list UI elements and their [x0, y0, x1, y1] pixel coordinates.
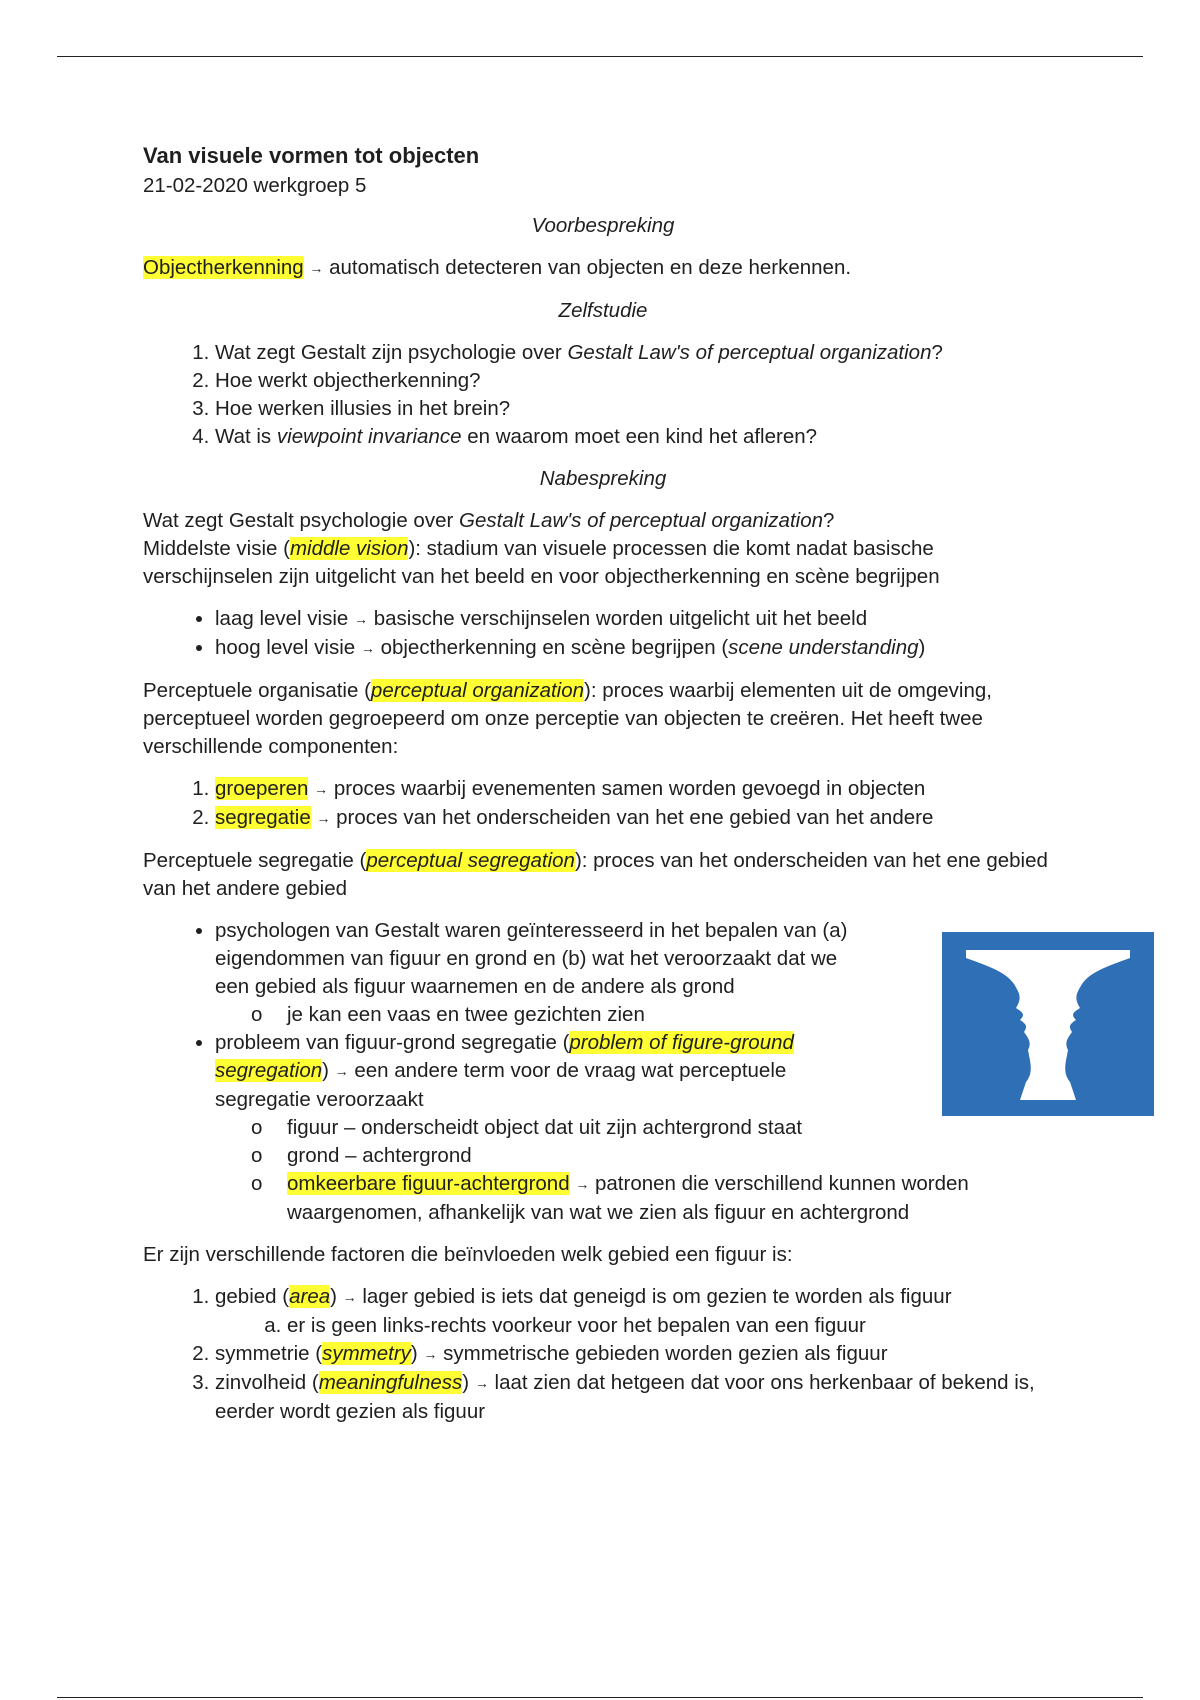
- list-item: a. er is geen links-rechts voorkeur voor het bepalen van een figuur: [287, 1312, 1063, 1340]
- arrow-icon: →: [316, 810, 331, 826]
- list-item: 1. Wat zegt Gestalt zijn psychologie over Gestalt Law's of perceptual organization?: [215, 339, 1063, 367]
- list-item: o figuur – onderscheidt object dat uit zijn achtergrond staat: [287, 1114, 1200, 1142]
- section-heading-zelfstudie: Zelfstudie: [558, 299, 648, 322]
- nabespreking-intro: Wat zegt Gestalt psychologie over Gestalt Law's of perceptual organization? Middelste visie (middle vision): stadium van visuele processen die komt nadat basische verschijnselen zijn uitgelicht van het beeld en voor objectherkenning en scène begrijpen: [143, 509, 940, 588]
- highlight-term: perceptual organization: [370, 679, 585, 702]
- sub-list: [215, 1114, 1200, 1227]
- arrow-icon: →: [360, 640, 375, 656]
- arrow-icon: →: [334, 1063, 349, 1079]
- highlight-term: Objectherkenning: [143, 256, 304, 279]
- list-item: o je kan een vaas en twee gezichten zien: [287, 1001, 875, 1029]
- factors-list: [143, 1283, 1063, 1426]
- section-heading-nabespreking: Nabespreking: [539, 467, 667, 490]
- arrow-icon: →: [423, 1346, 438, 1362]
- list-item: 2. segregatie → proces van het onderscheiden van het ene gebied van het andere: [215, 804, 1063, 833]
- arrow-icon: →: [474, 1375, 489, 1391]
- list-item: o omkeerbare figuur-achtergrond → patronen die verschillend kunnen worden waargenomen, afhankelijk van wat we zien als figuur en achtergrond: [287, 1170, 1047, 1227]
- highlight-term: middle vision: [289, 537, 409, 560]
- list-item: 2. symmetrie (symmetry) → symmetrische gebieden worden gezien als figuur: [215, 1340, 1063, 1369]
- arrow-icon: →: [354, 611, 369, 627]
- list-item: 1. groeperen → proces waarbij evenementen samen worden gevoegd in objecten: [215, 775, 1063, 804]
- list-item: 3. Hoe werken illusies in het brein?: [215, 395, 1063, 423]
- list-item: 3. zinvolheid (meaningfulness) → laat zien dat hetgeen dat voor ons herkenbaar of bekend is, eerder wordt gezien als figuur: [215, 1369, 1063, 1426]
- list-item: 4. Wat is viewpoint invariance en waarom moet een kind het afleren?: [215, 423, 1063, 451]
- highlight-term: problem of figure-ground segregation: [215, 1031, 794, 1082]
- vision-levels-list: [143, 605, 1063, 663]
- perceptual-segregation-paragraph: Perceptuele segregatie (perceptual segregation): proces van het onderscheiden van het ene gebied van het andere gebied: [143, 849, 1048, 900]
- voorbespreking-paragraph: [143, 254, 1063, 283]
- highlight-term: groeperen: [215, 777, 309, 800]
- arrow-icon: →: [342, 1289, 357, 1305]
- arrow-icon: →: [309, 260, 324, 276]
- gestalt-list: [143, 917, 969, 1227]
- highlight-term: perceptual segregation: [366, 849, 575, 872]
- section-heading-voorbespreking: Voorbespreking: [531, 214, 675, 237]
- list-item: 1. gebied (area) → lager gebied is iets dat geneigd is om gezien te worden als figuur a. er is geen links-rechts voorkeur voor het bepalen van een figuur: [215, 1283, 1063, 1340]
- highlight-term: area: [289, 1285, 331, 1308]
- rubin-vase-faces-icon: [942, 932, 1154, 1116]
- list-item: • hoog level visie → objectherkenning en scène begrijpen (scene understanding): [215, 634, 1063, 663]
- arrow-icon: →: [314, 781, 329, 797]
- perceptual-organization-paragraph: Perceptuele organisatie (perceptual organization): proces waarbij elementen uit de omgeving, perceptueel worden gegroepeerd om onze perceptie van objecten te creëren. Het heeft twee verschillende componenten:: [143, 679, 992, 758]
- paragraph-text: automatisch detecteren van objecten en deze herkennen.: [323, 256, 852, 279]
- components-list: [143, 775, 1063, 833]
- list-item: o grond – achtergrond: [287, 1142, 1200, 1170]
- highlight-term: omkeerbare figuur-achtergrond: [287, 1172, 570, 1195]
- highlight-term: symmetry: [322, 1342, 411, 1365]
- list-item: • laag level visie → basische verschijnselen worden uitgelicht uit het beeld: [215, 605, 1063, 634]
- document-title: Van visuele vormen tot objecten: [143, 143, 480, 168]
- sub-list: [215, 1001, 875, 1029]
- list-item: 2. Hoe werkt objectherkenning?: [215, 367, 1063, 395]
- sub-list: [215, 1312, 1063, 1340]
- zelfstudie-questions-list: [143, 339, 1063, 451]
- factors-intro: Er zijn verschillende factoren die beïnvloeden welk gebied een figuur is:: [143, 1243, 793, 1266]
- arrow-icon: →: [575, 1176, 590, 1192]
- highlight-term: meaningfulness: [318, 1371, 463, 1394]
- list-item: • probleem van figuur-grond segregatie (problem of figure-ground segregation) → een andere term voor de vraag wat perceptuele segregatie veroorzaakt o figuur – onderscheidt object dat uit zijn achtergrond staat o grond – achtergrond o omkeerbare figuur-achtergrond → patronen die verschillend kunnen worden waargenomen, afhankelijk van wat we zien als figuur en achtergrond: [215, 1029, 875, 1227]
- bottom-rule: [57, 1697, 1143, 1698]
- list-item: • psychologen van Gestalt waren geïnteresseerd in het bepalen van (a) eigendommen van figuur en grond en (b) wat het veroorzaakt dat we een gebied als figuur waarnemen en de andere als grond o je kan een vaas en twee gezichten zien: [215, 917, 875, 1029]
- top-rule: [57, 56, 1143, 57]
- highlight-term: segregatie: [215, 806, 311, 829]
- document-date: 21-02-2020 werkgroep 5: [143, 174, 367, 197]
- document-body: [143, 140, 1063, 1440]
